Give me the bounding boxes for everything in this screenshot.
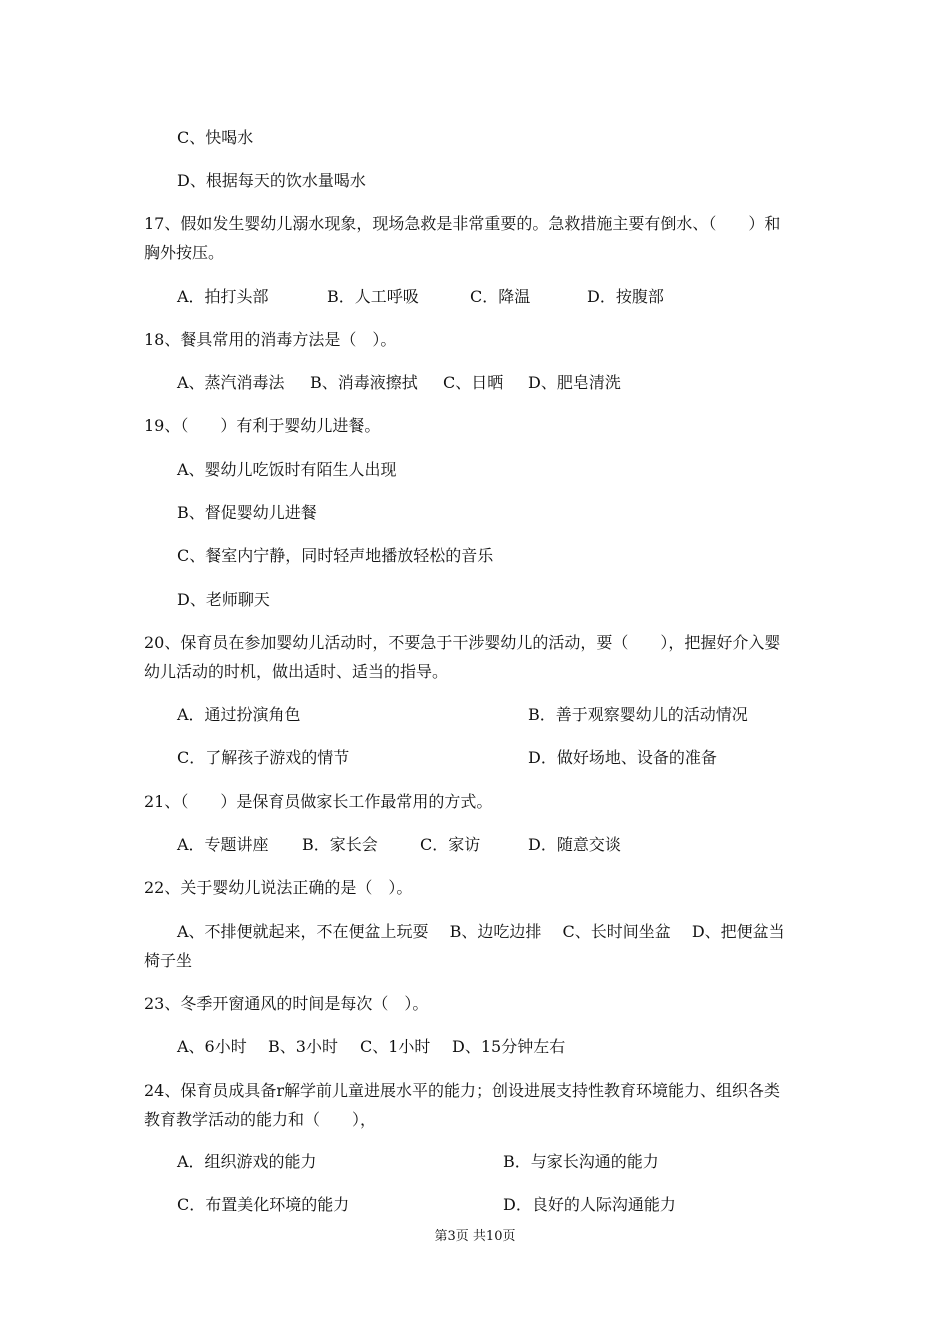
q23-option-b: B、3小时: [268, 1037, 338, 1056]
q17-question-line2: 胸外按压。: [144, 243, 225, 262]
q24-question-line2: 教育教学活动的能力和（ ），: [144, 1110, 377, 1129]
q24-question-line1: 24、保育员成具备r解学前儿童进展水平的能力；创设进展支持性教育环境能力、组织各类: [144, 1081, 781, 1100]
q20-question-line2: 幼儿活动的时机，做出适时、适当的指导。: [144, 662, 449, 681]
q20-question-line1: 20、保育员在参加婴幼儿活动时，不要急于干涉婴幼儿的活动，要（ ），把握好介入婴: [144, 633, 781, 652]
q20-option-c: C．了解孩子游戏的情节: [177, 748, 350, 767]
q21-option-b: B．家长会: [302, 835, 378, 854]
q20-option-d: D．做好场地、设备的准备: [528, 748, 717, 767]
q17-option-c: C．降温: [470, 287, 531, 306]
q17-option-b: B．人工呼吸: [327, 287, 419, 306]
q19-option-b: B、督促婴幼儿进餐: [177, 503, 317, 522]
q21-option-a: A．专题讲座: [177, 835, 269, 854]
q18-option-d: D、肥皂清洗: [528, 373, 621, 392]
q18-option-b: B、消毒液擦拭: [310, 373, 418, 392]
q21-question: 21、（ ）是保育员做家长工作最常用的方式。: [144, 792, 493, 811]
q17-option-d: D．按腹部: [587, 287, 664, 306]
q18-option-c: C、日晒: [443, 373, 504, 392]
q19-option-c: C、餐室内宁静，同时轻声地播放轻松的音乐: [177, 546, 494, 565]
q18-option-a: A、蒸汽消毒法: [177, 373, 285, 392]
q17-option-a: A．拍打头部: [177, 287, 269, 306]
q16-option-d: D、根据每天的饮水量喝水: [177, 171, 366, 190]
q23-option-a: A、6小时: [177, 1037, 247, 1056]
q16-option-c: C、快喝水: [177, 128, 254, 147]
q19-option-a: A、婴幼儿吃饭时有陌生人出现: [177, 460, 397, 479]
q20-option-b: B．善于观察婴幼儿的活动情况: [528, 705, 748, 724]
q24-option-b: B．与家长沟通的能力: [503, 1152, 659, 1171]
q24-option-a: A．组织游戏的能力: [177, 1152, 317, 1171]
q24-option-d: D．良好的人际沟通能力: [503, 1195, 676, 1214]
q17-question-line1: 17、假如发生婴幼儿溺水现象，现场急救是非常重要的。急救措施主要有倒水、（ ）和: [144, 214, 781, 233]
q21-option-c: C．家访: [420, 835, 481, 854]
page-number-footer: 第3页 共10页: [434, 1229, 516, 1244]
q22-question: 22、关于婴幼儿说法正确的是（ ）。: [144, 878, 413, 897]
q18-question: 18、餐具常用的消毒方法是（ ）。: [144, 330, 397, 349]
q19-option-d: D、老师聊天: [177, 590, 270, 609]
q19-question: 19、（ ）有利于婴幼儿进餐。: [144, 416, 381, 435]
q23-option-c: C、1小时: [360, 1037, 431, 1056]
q22-options-line2: 椅子坐: [144, 951, 193, 970]
q21-option-d: D．随意交谈: [528, 835, 621, 854]
q20-option-a: A．通过扮演角色: [177, 705, 301, 724]
q24-option-c: C．布置美化环境的能力: [177, 1195, 350, 1214]
q23-question: 23、冬季开窗通风的时间是每次（ ）。: [144, 994, 429, 1013]
q22-options-line1: A、不排便就起来，不在便盆上玩耍 B、边吃边排 C、长时间坐盆 D、把便盆当: [177, 922, 785, 941]
q23-option-d: D、15分钟左右: [452, 1037, 566, 1056]
